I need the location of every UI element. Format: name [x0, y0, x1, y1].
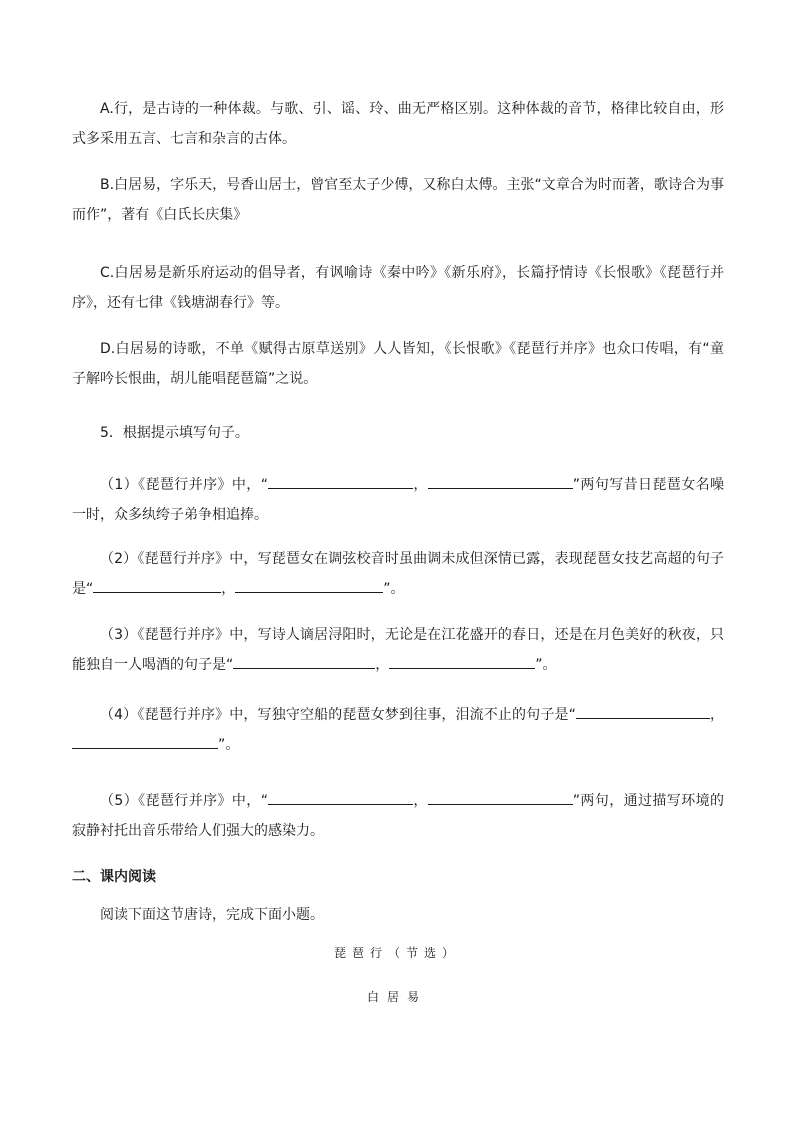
fill-item-4-suffix: ”。	[218, 737, 240, 753]
fill-item-1-suffix: ”两句写昔日琵琶女名噪一时，众多纨绔子弟争相追捧。	[72, 477, 724, 523]
fill-blank[interactable]	[72, 734, 218, 749]
fill-item-3	[72, 620, 724, 680]
fill-item-2-prefix: （2）《琵琶行并序》中，写琵琶女在调弦校音时虽曲调未成但深情已露，表现琵琶女技艺高超的句子是“	[72, 551, 724, 597]
reading-instruction: 阅读下面这节唐诗，完成下面小题。	[100, 907, 324, 923]
fill-item-3-prefix: （3）《琵琶行并序》中，写诗人谪居浔阳时，无论是在江花盛开的春日，还是在月色美好的秋夜，只能独自一人喝酒的句子是“	[72, 627, 724, 673]
fill-blank[interactable]	[576, 704, 710, 719]
fill-item-3-suffix: ”。	[535, 657, 557, 673]
fill-item-2-sep: ，	[221, 581, 236, 597]
fill-item-4-sep: ，	[709, 707, 724, 723]
fill-item-4	[72, 700, 724, 760]
section-title: 二、课内阅读	[72, 869, 156, 885]
fill-blank[interactable]	[428, 474, 573, 489]
question-5-heading: 5．根据提示填写句子。	[100, 425, 249, 441]
fill-blank[interactable]	[389, 654, 535, 669]
fill-item-1-sep: ，	[412, 477, 428, 493]
fill-item-1	[72, 470, 724, 530]
fill-item-2-suffix: ”。	[383, 581, 405, 597]
fill-blank[interactable]	[428, 790, 573, 805]
option-d: D.白居易的诗歌，不单《赋得古原草送别》人人皆知，《长恨歌》《琵琶行并序》也众口传唱，有“童子解吟长恨曲，胡儿能唱琵琶篇”之说。	[72, 341, 724, 387]
fill-item-5-suffix: ”两句，通过描写环境的寂静衬托出音乐带给人们强大的感染力。	[72, 793, 724, 839]
fill-blank[interactable]	[93, 578, 221, 593]
fill-item-5-sep: ，	[412, 793, 428, 809]
poem-title: 琵琶行（节选）	[333, 946, 460, 960]
fill-item-4-prefix: （4）《琵琶行并序》中，写独守空船的琵琶女梦到往事，泪流不止的句子是“	[100, 707, 576, 723]
poem-author: 白居易	[366, 990, 427, 1004]
fill-blank[interactable]	[268, 790, 413, 805]
fill-item-5-prefix: （5）《琵琶行并序》中，“	[100, 793, 268, 809]
fill-item-5	[72, 786, 724, 846]
fill-blank[interactable]	[233, 654, 375, 669]
fill-blank[interactable]	[268, 474, 413, 489]
fill-blank[interactable]	[235, 578, 383, 593]
option-a: A.行，是古诗的一种体裁。与歌、引、谣、玲、曲无严格区别。这种体裁的音节，格律比较自由，形式多采用五言、七言和杂言的古体。	[72, 101, 724, 147]
option-b: B.白居易，字乐天，号香山居士，曾官至太子少傅，又称白太傅。主张“文章合为时而著，歌诗合为事而作”，著有《白氏长庆集》	[72, 177, 724, 223]
option-c: C.白居易是新乐府运动的倡导者，有讽喻诗《秦中吟》《新乐府》，长篇抒情诗《长恨歌》《琵琶行并序》，还有七律《钱塘湖春行》等。	[72, 265, 724, 311]
fill-item-2	[72, 544, 724, 604]
fill-item-3-sep: ，	[375, 657, 390, 673]
fill-item-1-prefix: （1）《琵琶行并序》中，“	[100, 477, 268, 493]
